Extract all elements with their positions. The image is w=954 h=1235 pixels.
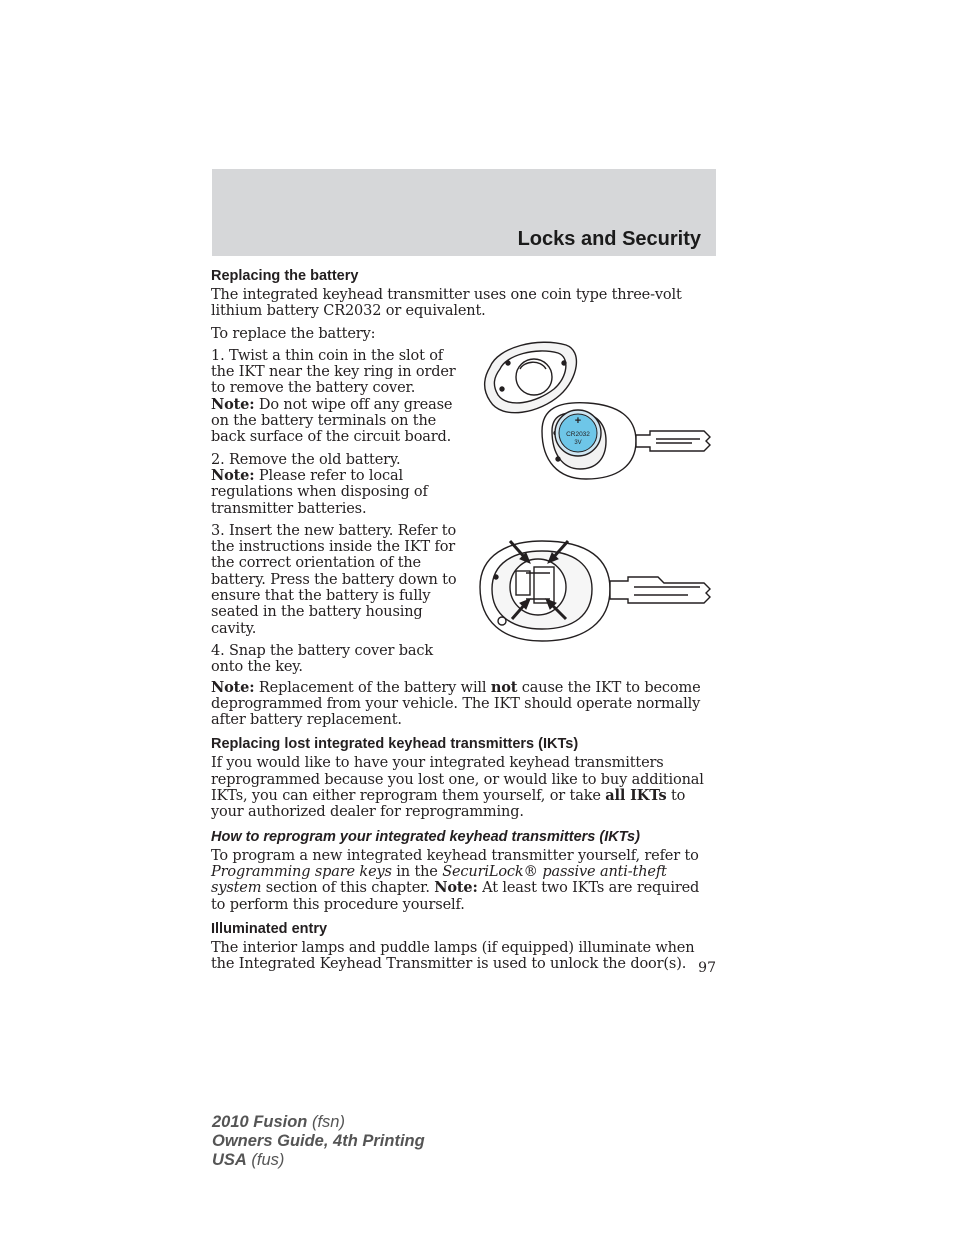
lost-ikts-text <box>211 755 717 820</box>
final-note-b: cause the IKT to become deprogrammed from your vehicle. The IKT should operate normally after battery replacement. <box>211 679 701 729</box>
footer-market-code: (fus) <box>246 1151 285 1169</box>
final-note <box>211 680 717 729</box>
step-1-note-label: Note: <box>211 395 255 413</box>
reprogram-note: At least two IKTs are required to perform this procedure yourself. <box>211 880 700 913</box>
final-note-bold: not <box>490 678 518 696</box>
footer <box>212 1113 425 1170</box>
final-note-label: Note: <box>211 678 255 696</box>
step-1-note: Do not wipe off any grease on the battery terminals on the back surface of the circuit board. <box>211 396 453 446</box>
header-band <box>212 169 716 256</box>
final-note-a: Replacement of the battery will <box>254 679 491 696</box>
page-title: Locks and Security <box>517 228 701 250</box>
footer-line-2: Owners Guide, 4th Printing <box>212 1132 425 1150</box>
reprogram-link-1: Programming spare keys <box>211 863 392 880</box>
step-3: 3. Insert the new battery. Refer to the instructions inside the IKT for the correct orientation of the battery. Press the battery down to ensure that the battery is fully seated in the battery housing cavity. <box>211 522 457 637</box>
reprogram-note-label: Note: <box>434 879 478 897</box>
reprogram-text-c: section of this chapter. <box>261 880 435 897</box>
battery-voltage-label: 3V <box>574 440 582 446</box>
step-1-text: 1. Twist a thin coin in the slot of the IKT near the key ring in order to remove the battery cover. <box>211 347 456 397</box>
footer-line-1 <box>212 1113 425 1132</box>
lost-ikts-text-a: If you would like to have your integrated keyhead transmitters reprogrammed because you lost one, or would like to buy additional IKTs, you can either reprogram them yourself, or take <box>211 755 704 805</box>
reprogram-text-b: in the <box>391 863 443 880</box>
reprogram-text <box>211 848 717 913</box>
footer-line-3 <box>212 1151 425 1170</box>
lost-ikts-bold: all IKTs <box>605 787 667 805</box>
step-2-note: Please refer to local regulations when disposing of transmitter batteries. <box>211 467 428 517</box>
page-number: 97 <box>698 960 716 976</box>
key-battery-figure <box>478 339 718 481</box>
reprogram-text-a: To program a new integrated keyhead transmitter yourself, refer to <box>211 847 699 864</box>
reprogram-link-2: SecuriLock® passive anti-theft system <box>211 863 667 897</box>
battery-plus-label: + <box>574 415 582 427</box>
to-replace-label: To replace the battery: <box>211 325 376 342</box>
heading-illuminated-entry: Illuminated entry <box>211 920 328 937</box>
illuminated-entry-text: The interior lamps and puddle lamps (if equipped) illuminate when the Integrated Keyhead Transmitter is used to unlock the door(s). <box>211 939 695 973</box>
step-4: 4. Snap the battery cover back onto the key. <box>211 642 433 676</box>
heading-replacing-battery: Replacing the battery <box>211 268 359 284</box>
heading-reprogram-ikts: How to reprogram your integrated keyhead transmitters (IKTs) <box>211 828 640 845</box>
step-1 <box>211 348 467 446</box>
step-2-note-label: Note: <box>211 466 255 484</box>
step-2 <box>211 452 467 517</box>
heading-replacing-lost-ikts: Replacing lost integrated keyhead transmitters (IKTs) <box>211 736 579 753</box>
battery-intro: The integrated keyhead transmitter uses one coin type three-volt lithium battery CR2032 or equivalent. <box>211 287 682 320</box>
footer-model: 2010 Fusion <box>212 1113 308 1131</box>
battery-housing-figure <box>478 537 718 643</box>
step-2-text: 2. Remove the old battery. <box>211 451 401 468</box>
lost-ikts-text-b: to your authorized dealer for reprogramming. <box>211 788 686 821</box>
footer-market: USA <box>212 1151 247 1169</box>
battery-model-label: CR2032 <box>566 431 590 438</box>
footer-model-code: (fsn) <box>307 1113 345 1131</box>
